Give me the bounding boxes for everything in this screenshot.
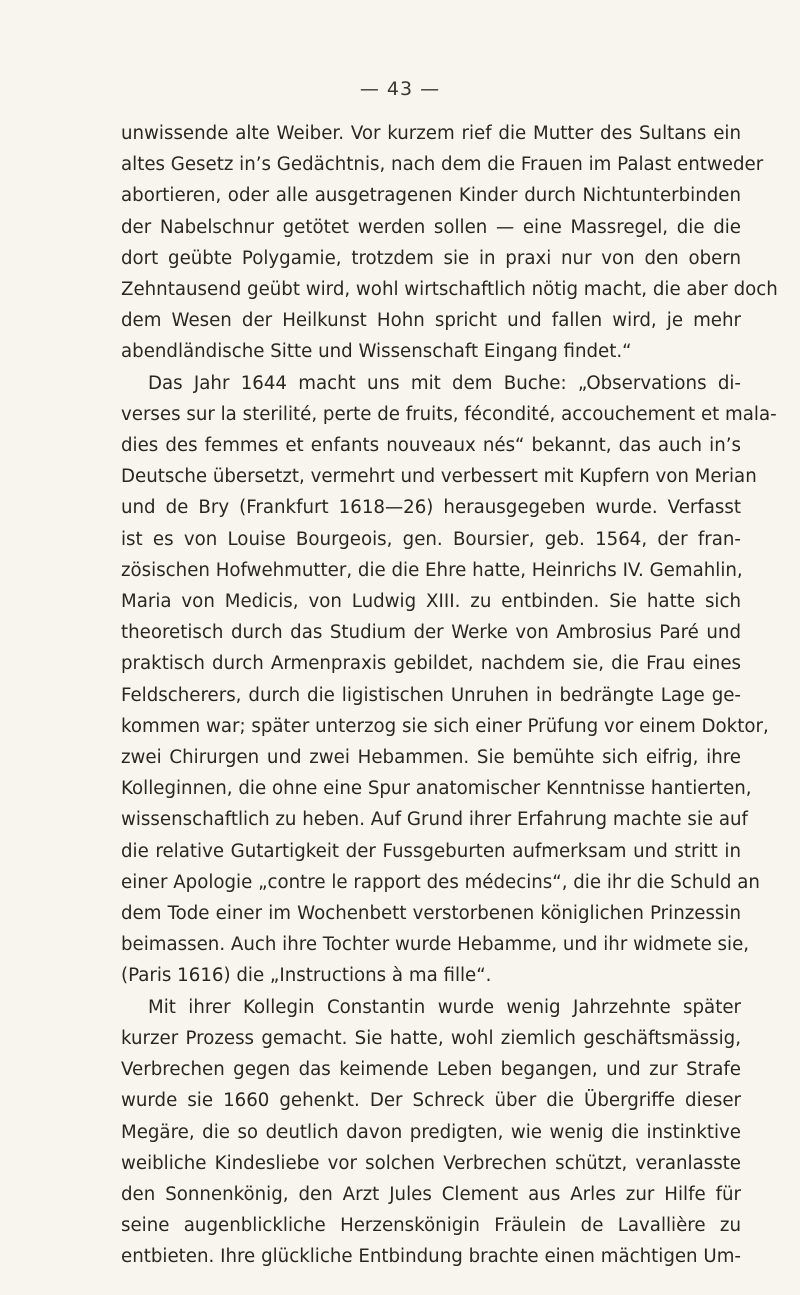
text-line: der Nabelschnur getötet werden sollen — eine Massregel, die die (121, 216, 741, 238)
text-line: seine augenblickliche Herzenskönigin Fräulein de Lavallière zu (121, 1215, 741, 1237)
text-line: abortieren, oder alle ausgetragenen Kinder durch Nichtunterbinden (121, 185, 741, 207)
text-line: altes Gesetz in’s Gedächtnis, nach dem die Frauen im Palast entweder (121, 154, 764, 176)
text-line: kommen war; später unterzog sie sich einer Prüfung vor einem Doktor, (121, 715, 769, 737)
text-line: dort geübte Polygamie, trotzdem sie in praxi nur von den obern (121, 247, 741, 269)
text-line: weibliche Kindesliebe vor solchen Verbrechen schützt, veranlasste (121, 1152, 741, 1174)
text-line: kurzer Prozess gemacht. Sie hatte, wohl ziemlich geschäftsmässig, (121, 1027, 741, 1049)
body-text (121, 118, 778, 1273)
text-line: wurde sie 1660 gehenkt. Der Schreck über die Übergriffe dieser (121, 1090, 741, 1112)
text-line: Deutsche übersetzt, vermehrt und verbessert mit Kupfern von Merian (121, 466, 757, 488)
text-line: dem Wesen der Heilkunst Hohn spricht und fallen wird, je mehr (121, 310, 741, 332)
text-line: abendländische Sitte und Wissenschaft Eingang findet.“ (121, 341, 632, 363)
text-line: die relative Gutartigkeit der Fussgeburten aufmerksam und stritt in (121, 840, 741, 862)
text-line: Feldscherers, durch die ligistischen Unruhen in bedrängte Lage ge- (121, 684, 741, 706)
text-line: Das Jahr 1644 macht uns mit dem Buche: „Observations di- (148, 372, 741, 394)
text-line: (Paris 1616) die „Instructions à ma fille“. (121, 965, 492, 987)
text-line: entbieten. Ihre glückliche Entbindung brachte einen mächtigen Um- (121, 1246, 741, 1268)
text-line: den Sonnenkönig, den Arzt Jules Clement aus Arles zur Hilfe für (121, 1183, 741, 1205)
page-number: — 43 — (359, 78, 441, 100)
text-line: Mit ihrer Kollegin Constantin wurde wenig Jahrzehnte später (148, 996, 741, 1018)
text-line: unwissende alte Weiber. Vor kurzem rief die Mutter des Sultans ein (121, 123, 741, 144)
text-line: und de Bry (Frankfurt 1618—26) herausgegeben wurde. Verfasst (121, 497, 741, 519)
text-line: Maria von Medicis, von Ludwig XIII. zu entbinden. Sie hatte sich (121, 591, 741, 613)
text-line: Kolleginnen, die ohne eine Spur anatomischer Kenntnisse hantierten, (121, 778, 752, 800)
text-line: theoretisch durch das Studium der Werke von Ambrosius Paré und (121, 622, 741, 644)
text-line: Megäre, die so deutlich davon predigten, wie wenig die instinktive (121, 1121, 741, 1143)
text-line: verses sur la sterilité, perte de fruits, fécondité, accouchement et mala- (121, 403, 777, 425)
text-line: zwei Chirurgen und zwei Hebammen. Sie bemühte sich eifrig, ihre (121, 747, 741, 769)
text-line: zösischen Hofwehmutter, die die Ehre hatte, Heinrichs IV. Gemahlin, (121, 559, 743, 581)
text-line: einer Apologie „contre le rapport des médecins“, die ihr die Schuld an (121, 871, 760, 893)
text-line: ist es von Louise Bourgeois, gen. Boursier, geb. 1564, der fran- (121, 528, 741, 550)
text-line: dies des femmes et enfants nouveaux nés“ bekannt, das auch in’s (121, 435, 741, 457)
text-line: Zehntausend geübt wird, wohl wirtschaftlich nötig macht, die aber doch (121, 279, 778, 301)
text-line: wissenschaftlich zu heben. Auf Grund ihrer Erfahrung machte sie auf (121, 809, 748, 831)
text-line: dem Tode einer im Wochenbett verstorbenen königlichen Prinzessin (121, 903, 741, 925)
text-line: beimassen. Auch ihre Tochter wurde Hebamme, und ihr widmete sie, (121, 934, 750, 956)
text-line: Verbrechen gegen das keimende Leben begangen, und zur Strafe (121, 1059, 741, 1081)
text-line: praktisch durch Armenpraxis gebildet, nachdem sie, die Frau eines (121, 653, 741, 675)
